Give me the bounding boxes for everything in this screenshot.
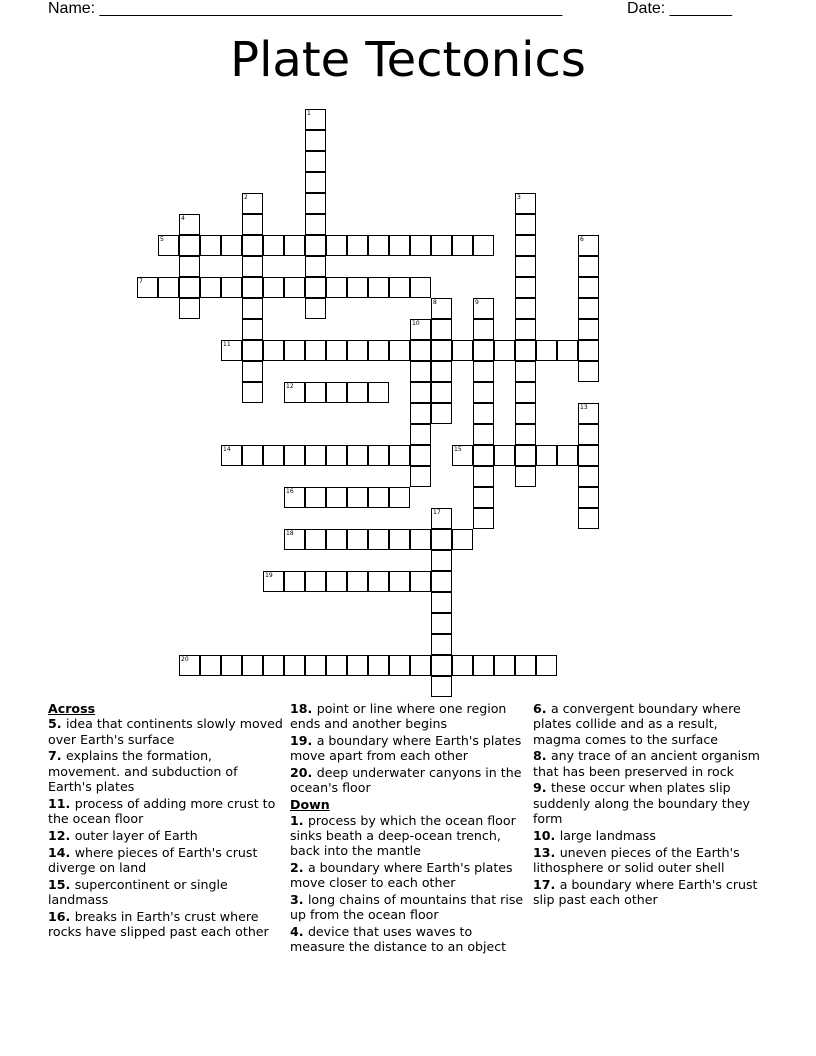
- clue-item: [48, 716, 283, 747]
- crossword-cell[interactable]: [410, 361, 431, 382]
- clue-number: 4: [181, 215, 185, 222]
- clue-number-label: 20.: [290, 765, 317, 781]
- crossword-cell[interactable]: [284, 529, 305, 550]
- crossword-cell[interactable]: [578, 361, 599, 382]
- crossword-cell[interactable]: [242, 298, 263, 319]
- crossword-cell[interactable]: [368, 487, 389, 508]
- crossword-cell[interactable]: [473, 445, 494, 466]
- crossword-cell[interactable]: [431, 508, 452, 529]
- clue-text: a boundary where Earth's crust slip past each other: [533, 876, 758, 908]
- crossword-cell[interactable]: [242, 214, 263, 235]
- clue-text: explains the formation, movement. and subduction of Earth's plates: [48, 748, 238, 794]
- crossword-cell[interactable]: [242, 655, 263, 676]
- crossword-cell[interactable]: [242, 277, 263, 298]
- clue-text: process of adding more crust to the ocean floor: [48, 795, 276, 827]
- crossword-cell[interactable]: [410, 445, 431, 466]
- crossword-cell[interactable]: [389, 235, 410, 256]
- crossword-cell[interactable]: [473, 655, 494, 676]
- crossword-cell[interactable]: [305, 340, 326, 361]
- crossword-cell[interactable]: [452, 235, 473, 256]
- clue-number-label: 8.: [533, 748, 551, 764]
- crossword-cell[interactable]: [578, 403, 599, 424]
- clue-number-label: 2.: [290, 859, 308, 875]
- crossword-cell[interactable]: [578, 277, 599, 298]
- crossword-cell[interactable]: [242, 193, 263, 214]
- crossword-cell[interactable]: [515, 466, 536, 487]
- crossword-cell[interactable]: [347, 529, 368, 550]
- crossword-cell[interactable]: [578, 256, 599, 277]
- crossword-cell[interactable]: [515, 193, 536, 214]
- clue-number-label: 7.: [48, 748, 66, 764]
- clue-item: [48, 796, 283, 827]
- crossword-cell[interactable]: [158, 277, 179, 298]
- crossword-cell[interactable]: [347, 655, 368, 676]
- crossword-cell[interactable]: [431, 676, 452, 697]
- crossword-cell[interactable]: [305, 529, 326, 550]
- clue-number: 19: [265, 572, 273, 579]
- clue-text: outer layer of Earth: [74, 827, 198, 843]
- clue-number-label: 13.: [533, 844, 560, 860]
- clue-number-label: 18.: [290, 701, 317, 716]
- crossword-cell[interactable]: [179, 277, 200, 298]
- crossword-cell[interactable]: [431, 550, 452, 571]
- crossword-cell[interactable]: [431, 340, 452, 361]
- clue-item: [48, 909, 283, 940]
- crossword-cell[interactable]: [473, 466, 494, 487]
- crossword-cell[interactable]: [347, 382, 368, 403]
- crossword-cell[interactable]: [284, 445, 305, 466]
- clue-text: point or line where one region ends and another begins: [290, 701, 507, 732]
- crossword-cell[interactable]: [263, 571, 284, 592]
- crossword-cell[interactable]: [305, 172, 326, 193]
- crossword-cell[interactable]: [179, 655, 200, 676]
- clues-column-1: [48, 701, 283, 941]
- crossword-cell[interactable]: [200, 235, 221, 256]
- clue-text: these occur when plates slip suddenly along the boundary they form: [533, 780, 750, 827]
- clue-number: 3: [517, 194, 521, 201]
- crossword-cell[interactable]: [326, 235, 347, 256]
- crossword-cell[interactable]: [515, 361, 536, 382]
- clue-text: device that uses waves to measure the distance to an object: [290, 924, 507, 955]
- crossword-cell[interactable]: [305, 382, 326, 403]
- crossword-cell[interactable]: [557, 445, 578, 466]
- crossword-cell[interactable]: [242, 382, 263, 403]
- crossword-cell[interactable]: [305, 130, 326, 151]
- clues-column-2: [290, 701, 525, 956]
- crossword-cell[interactable]: [347, 571, 368, 592]
- crossword-cell[interactable]: [284, 235, 305, 256]
- crossword-cell[interactable]: [536, 340, 557, 361]
- crossword-cell[interactable]: [179, 256, 200, 277]
- clue-text: idea that continents slowly moved over Earth's surface: [48, 716, 283, 747]
- clue-number-label: 11.: [48, 795, 75, 811]
- crossword-cell[interactable]: [410, 277, 431, 298]
- crossword-cell[interactable]: [263, 235, 284, 256]
- crossword-cell[interactable]: [242, 235, 263, 256]
- crossword-cell[interactable]: [578, 487, 599, 508]
- crossword-cell[interactable]: [578, 340, 599, 361]
- crossword-cell[interactable]: [578, 298, 599, 319]
- crossword-cell[interactable]: [326, 382, 347, 403]
- crossword-cell[interactable]: [305, 571, 326, 592]
- name-field-label: Name: ____________________________________________________: [48, 0, 563, 17]
- crossword-cell[interactable]: [347, 445, 368, 466]
- clue-text: a convergent boundary where plates collide and as a result, magma comes to the surface: [533, 701, 741, 747]
- clue-item: [290, 924, 525, 955]
- crossword-cell[interactable]: [536, 655, 557, 676]
- crossword-cell[interactable]: [179, 298, 200, 319]
- crossword-cell[interactable]: [221, 235, 242, 256]
- crossword-cell[interactable]: [221, 340, 242, 361]
- crossword-cell[interactable]: [305, 151, 326, 172]
- clue-number-label: 16.: [48, 908, 75, 924]
- crossword-cell[interactable]: [179, 235, 200, 256]
- clue-number-label: 4.: [290, 924, 308, 940]
- clue-number-label: 1.: [290, 812, 308, 828]
- crossword-cell[interactable]: [263, 277, 284, 298]
- crossword-cell[interactable]: [431, 571, 452, 592]
- crossword-cell[interactable]: [368, 277, 389, 298]
- clue-number: 2: [244, 194, 248, 201]
- crossword-cell[interactable]: [389, 571, 410, 592]
- clue-number: 11: [223, 341, 231, 348]
- crossword-cell[interactable]: [200, 277, 221, 298]
- crossword-cell[interactable]: [389, 340, 410, 361]
- clue-number: 14: [223, 446, 231, 453]
- crossword-cell[interactable]: [431, 235, 452, 256]
- crossword-cell[interactable]: [410, 403, 431, 424]
- crossword-cell[interactable]: [305, 214, 326, 235]
- crossword-cell[interactable]: [389, 487, 410, 508]
- crossword-cell[interactable]: [263, 340, 284, 361]
- crossword-cell[interactable]: [242, 340, 263, 361]
- clue-item: [290, 813, 525, 859]
- crossword-cell[interactable]: [431, 529, 452, 550]
- clue-text: breaks in Earth's crust where rocks have slipped past each other: [48, 908, 269, 940]
- clue-text: process by which the ocean floor sinks beath a deep-ocean trench, back into the mantle: [290, 812, 516, 859]
- date-field-label: Date: _______: [627, 0, 732, 17]
- crossword-cell[interactable]: [515, 277, 536, 298]
- crossword-cell[interactable]: [242, 445, 263, 466]
- crossword-cell[interactable]: [473, 508, 494, 529]
- clue-number-label: 6.: [533, 701, 551, 716]
- crossword-cell[interactable]: [368, 445, 389, 466]
- clue-item: [533, 877, 768, 908]
- crossword-cell[interactable]: [326, 340, 347, 361]
- crossword-cell[interactable]: [410, 655, 431, 676]
- clue-item: [290, 733, 525, 764]
- crossword-cell[interactable]: [410, 382, 431, 403]
- crossword-cell[interactable]: [431, 634, 452, 655]
- crossword-cell[interactable]: [473, 340, 494, 361]
- crossword-cell[interactable]: [473, 298, 494, 319]
- crossword-cell[interactable]: [515, 403, 536, 424]
- crossword-cell[interactable]: [515, 382, 536, 403]
- clue-item: [290, 892, 525, 923]
- clue-item: [48, 845, 283, 876]
- crossword-cell[interactable]: [221, 445, 242, 466]
- crossword-cell[interactable]: [263, 445, 284, 466]
- clue-item: [48, 748, 283, 794]
- crossword-cell[interactable]: [284, 571, 305, 592]
- crossword-cell[interactable]: [305, 277, 326, 298]
- crossword-cell[interactable]: [431, 361, 452, 382]
- crossword-cell[interactable]: [284, 277, 305, 298]
- crossword-cell[interactable]: [368, 655, 389, 676]
- page-title: Plate Tectonics: [230, 32, 586, 88]
- clue-number-label: 5.: [48, 716, 66, 732]
- clue-number: 8: [433, 299, 437, 306]
- crossword-cell[interactable]: [347, 235, 368, 256]
- clue-text: a boundary where Earth's plates move closer to each other: [290, 859, 513, 891]
- clue-item: [533, 748, 768, 779]
- crossword-cell[interactable]: [578, 466, 599, 487]
- crossword-cell[interactable]: [368, 340, 389, 361]
- crossword-cell[interactable]: [515, 340, 536, 361]
- clue-number: 7: [139, 278, 143, 285]
- clue-number-label: 15.: [48, 876, 75, 892]
- crossword-cell[interactable]: [578, 319, 599, 340]
- crossword-cell[interactable]: [494, 340, 515, 361]
- crossword-cell[interactable]: [326, 571, 347, 592]
- crossword-cell[interactable]: [305, 256, 326, 277]
- clue-number-label: 17.: [533, 876, 560, 892]
- crossword-cell[interactable]: [137, 277, 158, 298]
- crossword-cell[interactable]: [305, 655, 326, 676]
- across-heading: Across: [48, 701, 96, 716]
- crossword-cell[interactable]: [221, 655, 242, 676]
- crossword-cell[interactable]: [158, 235, 179, 256]
- clue-number: 20: [181, 656, 189, 663]
- crossword-cell[interactable]: [557, 340, 578, 361]
- clue-text: where pieces of Earth's crust diverge on land: [48, 844, 258, 875]
- crossword-cell[interactable]: [515, 655, 536, 676]
- crossword-cell[interactable]: [494, 655, 515, 676]
- clue-item: [533, 845, 768, 876]
- clue-text: deep underwater canyons in the ocean's floor: [290, 765, 522, 796]
- clue-text: a boundary where Earth's plates move apart from each other: [290, 733, 522, 764]
- crossword-cell[interactable]: [431, 382, 452, 403]
- crossword-cell[interactable]: [368, 382, 389, 403]
- clue-number: 10: [412, 320, 420, 327]
- crossword-cell[interactable]: [410, 571, 431, 592]
- crossword-cell[interactable]: [515, 298, 536, 319]
- crossword-cell[interactable]: [431, 403, 452, 424]
- clue-number: 16: [286, 488, 294, 495]
- crossword-cell[interactable]: [284, 655, 305, 676]
- crossword-cell[interactable]: [242, 256, 263, 277]
- crossword-cell[interactable]: [410, 235, 431, 256]
- crossword-cell[interactable]: [284, 382, 305, 403]
- clue-item: [290, 765, 525, 796]
- clues-column-3: [533, 701, 768, 909]
- clue-number-label: 10.: [533, 827, 560, 843]
- crossword-cell[interactable]: [410, 424, 431, 445]
- crossword-cell[interactable]: [410, 466, 431, 487]
- crossword-cell[interactable]: [389, 445, 410, 466]
- crossword-cell[interactable]: [452, 445, 473, 466]
- clue-item: [533, 701, 768, 747]
- crossword-cell[interactable]: [431, 298, 452, 319]
- crossword-cell[interactable]: [452, 340, 473, 361]
- clue-text: large landmass: [559, 827, 656, 843]
- crossword-cell[interactable]: [326, 445, 347, 466]
- clue-text: uneven pieces of the Earth's lithosphere or solid outer shell: [533, 844, 740, 875]
- crossword-cell[interactable]: [473, 424, 494, 445]
- crossword-cell[interactable]: [578, 508, 599, 529]
- clue-number: 1: [307, 110, 311, 117]
- crossword-cell[interactable]: [305, 193, 326, 214]
- clue-number-label: 14.: [48, 844, 75, 860]
- crossword-cell[interactable]: [473, 403, 494, 424]
- crossword-cell[interactable]: [347, 340, 368, 361]
- crossword-cell[interactable]: [410, 529, 431, 550]
- crossword-cell[interactable]: [452, 529, 473, 550]
- crossword-cell[interactable]: [305, 235, 326, 256]
- clue-number: 18: [286, 530, 294, 537]
- crossword-cell[interactable]: [242, 361, 263, 382]
- crossword-cell[interactable]: [347, 277, 368, 298]
- crossword-cell[interactable]: [515, 256, 536, 277]
- crossword-cell[interactable]: [578, 445, 599, 466]
- crossword-cell[interactable]: [431, 592, 452, 613]
- crossword-cell[interactable]: [326, 487, 347, 508]
- crossword-cell[interactable]: [515, 319, 536, 340]
- crossword-cell[interactable]: [305, 109, 326, 130]
- clue-number-label: 12.: [48, 827, 75, 843]
- crossword-cell[interactable]: [494, 445, 515, 466]
- clue-number: 12: [286, 383, 294, 390]
- crossword-cell[interactable]: [326, 529, 347, 550]
- crossword-cell[interactable]: [200, 655, 221, 676]
- clue-item: [48, 828, 283, 843]
- clue-number: 15: [454, 446, 462, 453]
- crossword-cell[interactable]: [305, 445, 326, 466]
- crossword-cell[interactable]: [515, 445, 536, 466]
- crossword-cell[interactable]: [221, 277, 242, 298]
- crossword-cell[interactable]: [515, 235, 536, 256]
- clue-item: [533, 828, 768, 843]
- crossword-cell[interactable]: [389, 277, 410, 298]
- clue-number: 6: [580, 236, 584, 243]
- crossword-cell[interactable]: [284, 340, 305, 361]
- crossword-cell[interactable]: [368, 235, 389, 256]
- clue-item: [290, 860, 525, 891]
- crossword-cell[interactable]: [473, 361, 494, 382]
- clue-number: 13: [580, 404, 588, 411]
- crossword-cell[interactable]: [473, 382, 494, 403]
- clue-number: 17: [433, 509, 441, 516]
- crossword-cell[interactable]: [263, 655, 284, 676]
- crossword-cell[interactable]: [347, 487, 368, 508]
- crossword-cell[interactable]: [431, 613, 452, 634]
- crossword-cell[interactable]: [326, 655, 347, 676]
- crossword-cell[interactable]: [326, 277, 347, 298]
- crossword-cell[interactable]: [368, 529, 389, 550]
- crossword-cell[interactable]: [284, 487, 305, 508]
- clue-number-label: 9.: [533, 780, 551, 796]
- clue-item: [48, 877, 283, 908]
- clue-number-label: 19.: [290, 733, 317, 749]
- clue-number: 5: [160, 236, 164, 243]
- crossword-cell[interactable]: [410, 319, 431, 340]
- down-heading: Down: [290, 797, 330, 813]
- crossword-cell[interactable]: [242, 319, 263, 340]
- crossword-cell[interactable]: [431, 655, 452, 676]
- clue-text: any trace of an ancient organism that has been preserved in rock: [533, 748, 760, 779]
- crossword-cell[interactable]: [305, 298, 326, 319]
- crossword-cell[interactable]: [515, 214, 536, 235]
- crossword-cell[interactable]: [410, 340, 431, 361]
- crossword-cell[interactable]: [515, 424, 536, 445]
- crossword-cell[interactable]: [473, 235, 494, 256]
- crossword-cell[interactable]: [179, 214, 200, 235]
- crossword-cell[interactable]: [389, 655, 410, 676]
- clue-text: supercontinent or single landmass: [48, 876, 228, 908]
- crossword-cell[interactable]: [389, 529, 410, 550]
- crossword-cell[interactable]: [473, 319, 494, 340]
- clue-item: [290, 701, 525, 732]
- clue-text: long chains of mountains that rise up from the ocean floor: [290, 892, 524, 923]
- crossword-cell[interactable]: [452, 655, 473, 676]
- clue-number-label: 3.: [290, 892, 308, 908]
- crossword-cell[interactable]: [578, 235, 599, 256]
- clue-item: [533, 780, 768, 826]
- clue-number: 9: [475, 299, 479, 306]
- crossword-cell[interactable]: [368, 571, 389, 592]
- crossword-cell[interactable]: [431, 319, 452, 340]
- crossword-cell[interactable]: [473, 487, 494, 508]
- crossword-cell[interactable]: [536, 445, 557, 466]
- crossword-cell[interactable]: [578, 424, 599, 445]
- crossword-cell[interactable]: [305, 487, 326, 508]
